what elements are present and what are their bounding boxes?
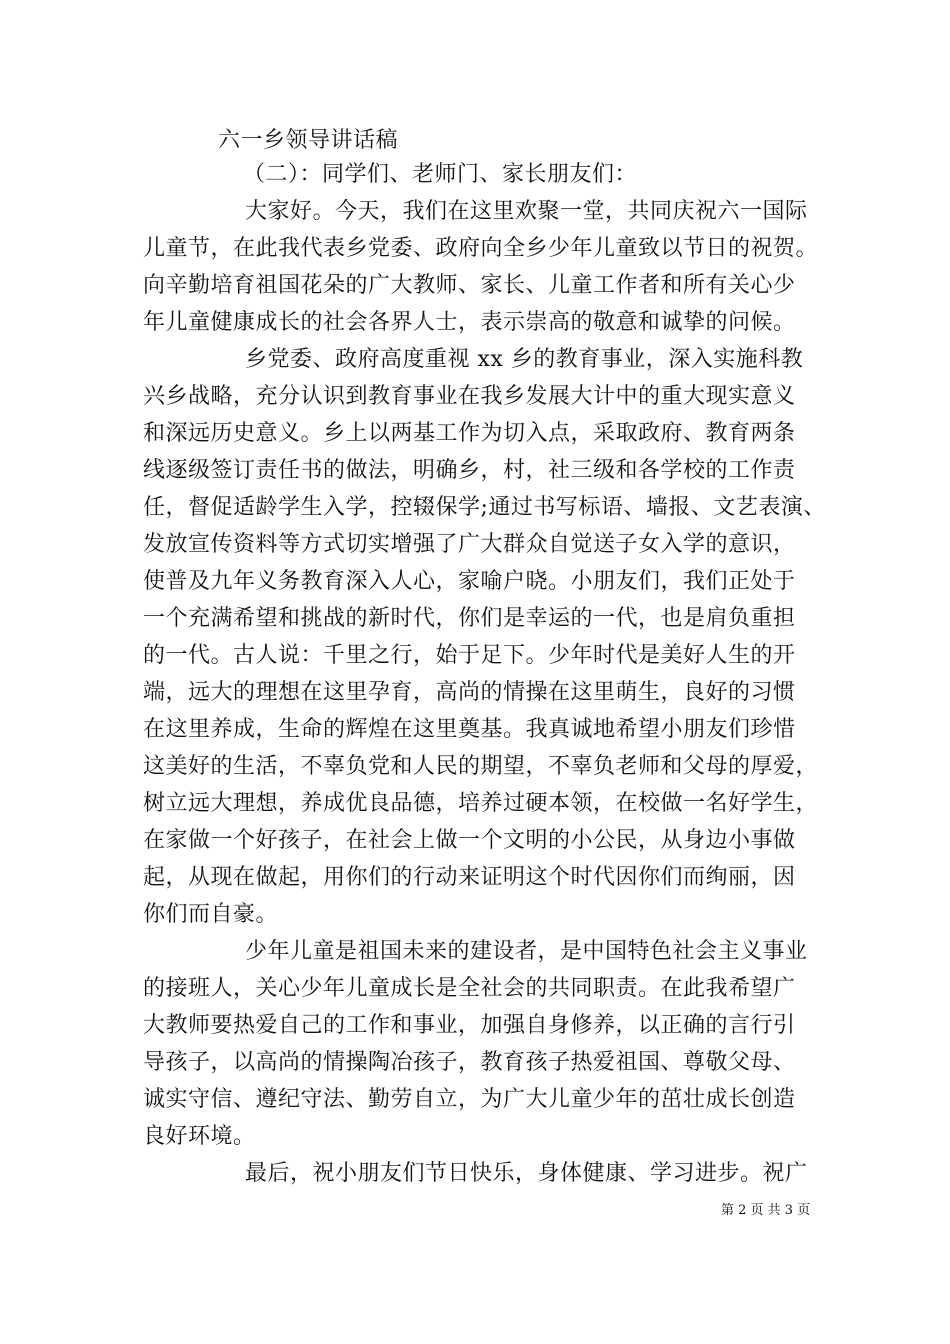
body-line: 乡党委、政府高度重视 xx 乡的教育事业，深入实施科教 [245,347,804,372]
body-line: 兴乡战略，充分认识到教育事业在我乡发展大计中的重大现实意义 [143,384,796,409]
body-line: 线逐级签订责任书的做法，明确乡，村，社三级和各学校的工作责 [143,458,796,483]
body-line: 在家做一个好孩子，在社会上做一个文明的小公民，从身边小事做 [143,828,796,853]
body-line: 年儿童健康成长的社会各界人士，表示崇高的敬意和诚挚的问候。 [143,310,796,335]
body-line: 大家好。今天，我们在这里欢聚一堂，共同庆祝六一国际 [245,199,808,224]
body-line: 诚实守信、遵纪守法、勤劳自立，为广大儿童少年的茁壮成长创造 [143,1087,796,1112]
salutation-line: （二）：同学们、老师门、家长朋友们： [243,162,638,187]
body-line: 的一代。古人说：千里之行，始于足下。少年时代是美好人生的开 [143,643,796,668]
body-line: 向辛勤培育祖国花朵的广大教师、家长、儿童工作者和所有关心少 [143,273,796,298]
body-line: 和深远历史意义。乡上以两基工作为切入点，采取政府、教育两条 [143,421,796,446]
body-line: 在这里养成，生命的辉煌在这里奠基。我真诚地希望小朋友们珍惜 [143,717,796,742]
body-line: 发放宣传资料等方式切实增强了广大群众自觉送子女入学的意识， [143,532,796,557]
body-line: 任，督促适龄学生入学，控辍保学;通过书写标语、墙报、文艺表演、 [143,495,826,520]
body-line: 导孩子，以高尚的情操陶冶孩子，教育孩子热爱祖国、尊敬父母、 [143,1050,796,1075]
title-line: 六一乡领导讲话稿 [218,128,399,153]
body-line: 少年儿童是祖国未来的建设者，是中国特色社会主义事业 [245,939,808,964]
body-line: 你们而自豪。 [143,902,279,927]
body-line: 起，从现在做起，用你们的行动来证明这个时代因你们而绚丽，因 [143,865,796,890]
body-line: 最后，祝小朋友们节日快乐，身体健康、学习进步。祝广 [245,1161,808,1186]
body-line: 一个充满希望和挑战的新时代，你们是幸运的一代，也是肩负重担 [143,606,796,631]
body-line: 大教师要热爱自己的工作和事业，加强自身修养，以正确的言行引 [143,1013,796,1038]
body-line: 良好环境。 [143,1124,256,1149]
body-line: 这美好的生活，不辜负党和人民的期望，不辜负老师和父母的厚爱， [143,754,819,779]
body-line: 端，远大的理想在这里孕育，高尚的情操在这里萌生，良好的习惯 [143,680,796,705]
body-line: 的接班人，关心少年儿童成长是全社会的共同职责。在此我希望广 [143,976,796,1001]
page-footer: 第 2 页 共 3 页 [721,1203,811,1218]
body-line: 儿童节，在此我代表乡党委、政府向全乡少年儿童致以节日的祝贺。 [143,236,819,261]
body-line: 使普及九年义务教育深入人心，家喻户晓。小朋友们，我们正处于 [143,569,796,594]
body-line: 树立远大理想，养成优良品德，培养过硬本领，在校做一名好学生， [143,791,819,816]
